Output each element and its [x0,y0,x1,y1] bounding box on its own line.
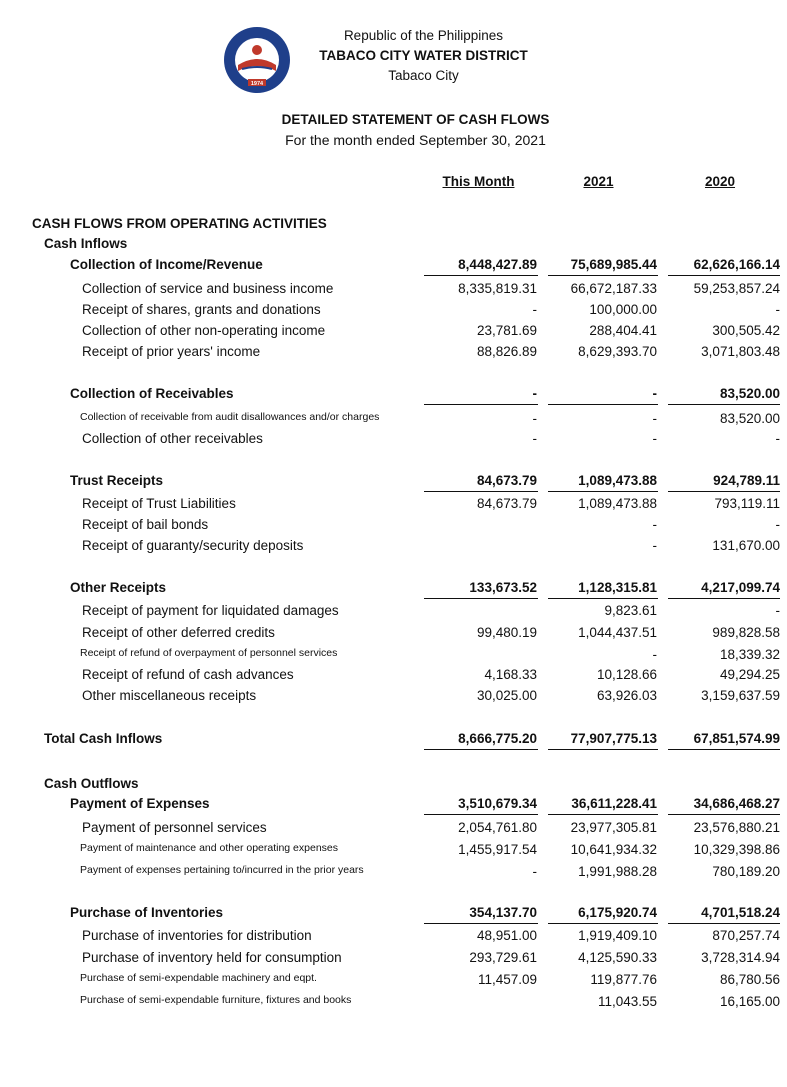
row-value: - [775,302,780,317]
row-value: 88,826.89 [476,344,537,359]
row-label: Receipt of prior years' income [82,344,261,359]
row-label: Receipt of bail bonds [82,517,209,532]
row-label: Payment of Expenses [70,796,210,811]
row-value: - [652,431,657,446]
row-value: 62,626,166.14 [693,257,780,272]
row-label: Receipt of refund of cash advances [82,667,294,682]
subtotal-underline [668,923,780,924]
statement-title: DETAILED STATEMENT OF CASH FLOWS [281,112,550,127]
row-label: Purchase of semi-expendable machinery and eqpt. [80,972,317,984]
row-value: 23,576,880.21 [693,820,780,835]
column-header-this-month: This Month [442,174,515,189]
row-value: 49,294.25 [719,667,780,682]
row-value: 3,728,314.94 [701,950,780,965]
row-label: Payment of maintenance and other operating expenses [80,842,339,854]
row-value: 10,641,934.32 [570,842,657,857]
row-value: 8,335,819.31 [458,281,537,296]
row-value: 1,044,437.51 [578,625,657,640]
row-label: Collection of other receivables [82,431,263,446]
row-value: 11,457.09 [477,972,537,987]
subtotal-underline [424,814,538,815]
subtotal-underline [668,749,780,750]
column-header-2020: 2020 [704,174,736,189]
row-label: Trust Receipts [70,473,164,488]
svg-text:1974: 1974 [250,81,264,87]
row-value: 48,951.00 [476,928,537,943]
subtotal-underline [548,749,658,750]
row-value: 131,670.00 [712,538,780,553]
row-label: Collection of receivable from audit disallowances and/or charges [80,411,380,423]
row-label: Total Cash Inflows [44,731,163,746]
row-label: Receipt of Trust Liabilities [82,496,236,511]
subtotal-underline [424,749,538,750]
row-value: 288,404.41 [589,323,657,338]
row-label: Cash Outflows [44,776,139,791]
republic-line: Republic of the Philippines [343,28,504,43]
row-label: Cash Inflows [44,236,128,251]
row-label: Receipt of other deferred credits [82,625,275,640]
row-value: 66,672,187.33 [570,281,657,296]
row-value: 1,991,988.28 [578,864,657,879]
subtotal-underline [548,491,658,492]
row-value: - [775,431,780,446]
row-value: 30,025.00 [476,688,537,703]
row-label: Receipt of guaranty/security deposits [82,538,304,553]
row-value: 9,823.61 [604,603,657,618]
row-value: 11,043.55 [597,994,657,1009]
row-value: - [652,647,657,662]
row-value: 23,781.69 [476,323,537,338]
subtotal-underline [424,923,538,924]
subtotal-underline [424,491,538,492]
row-label: Purchase of Inventories [70,905,224,920]
row-value: - [775,603,780,618]
subtotal-underline [548,923,658,924]
subtotal-underline [548,598,658,599]
row-label: Purchase of inventories for distribution [82,928,312,943]
row-value: 1,089,473.88 [578,496,657,511]
row-label: Payment of personnel services [82,820,267,835]
row-value: 8,448,427.89 [458,257,537,272]
row-value: 293,729.61 [469,950,537,965]
row-value: 67,851,574.99 [693,731,780,746]
row-value: 780,189.20 [712,864,780,879]
row-value: 8,666,775.20 [458,731,537,746]
row-label: Collection of service and business income [82,281,334,296]
row-value: - [652,386,657,401]
row-value: 100,000.00 [589,302,657,317]
row-value: 59,253,857.24 [693,281,780,296]
row-value: - [532,302,537,317]
row-value: 1,455,917.54 [458,842,537,857]
column-header-2021: 2021 [583,174,614,189]
row-value: 793,119.11 [714,496,780,511]
row-value: 36,611,228.41 [571,796,657,811]
row-value: 77,907,775.13 [570,731,657,746]
row-label: Other Receipts [70,580,167,595]
row-value: 6,175,920.74 [578,905,657,920]
row-value: 4,217,099.74 [701,580,780,595]
row-value: - [532,411,537,426]
subtotal-underline [668,404,780,405]
row-value: 18,339.32 [719,647,780,662]
city-line: Tabaco City [388,68,459,83]
row-value: 83,520.00 [719,386,780,401]
row-value: - [652,411,657,426]
row-value: - [775,517,780,532]
row-label: Receipt of refund of overpayment of personnel services [80,647,338,659]
subtotal-underline [424,275,538,276]
row-value: 23,977,305.81 [570,820,657,835]
statement-period: For the month ended September 30, 2021 [285,132,546,148]
row-value: 63,926.03 [596,688,657,703]
row-value: 34,686,468.27 [693,796,780,811]
row-value: 3,071,803.48 [701,344,780,359]
row-value: 1,919,409.10 [578,928,657,943]
row-value: 84,673.79 [476,496,537,511]
row-label: Receipt of shares, grants and donations [82,302,321,317]
row-value: 3,159,637.59 [701,688,780,703]
row-label: Collection of other non-operating income [82,323,326,338]
row-value: 1,089,473.88 [578,473,657,488]
row-label: Other miscellaneous receipts [82,688,257,703]
row-label: Payment of expenses pertaining to/incurred in the prior years [80,864,364,876]
row-label: Purchase of inventory held for consumption [82,950,342,965]
row-label: Collection of Receivables [70,386,234,401]
row-value: 133,673.52 [469,580,537,595]
subtotal-underline [424,404,538,405]
row-label: Receipt of payment for liquidated damages [82,603,339,618]
row-label: Collection of Income/Revenue [70,257,263,272]
row-value: 16,165.00 [719,994,780,1009]
row-value: 870,257.74 [712,928,780,943]
row-value: 354,137.70 [469,905,537,920]
subtotal-underline [548,814,658,815]
row-value: - [532,386,537,401]
row-value: 84,673.79 [476,473,537,488]
subtotal-underline [548,275,658,276]
row-value: - [652,517,657,532]
row-value: - [532,864,537,879]
subtotal-underline [668,814,780,815]
row-value: 10,128.66 [596,667,657,682]
subtotal-underline [424,598,538,599]
row-value: 4,125,590.33 [578,950,657,965]
subtotal-underline [668,275,780,276]
row-value: 4,701,518.24 [701,905,780,920]
row-value: 300,505.42 [712,323,780,338]
row-value: 86,780.56 [719,972,780,987]
row-label: CASH FLOWS FROM OPERATING ACTIVITIES [32,216,327,231]
row-value: 8,629,393.70 [578,344,657,359]
row-value: - [652,538,657,553]
row-value: 99,480.19 [476,625,537,640]
row-value: 10,329,398.86 [693,842,780,857]
subtotal-underline [548,404,658,405]
row-label: Purchase of semi-expendable furniture, fixtures and books [80,994,352,1006]
row-value: 3,510,679.34 [458,796,537,811]
row-value: 4,168.33 [484,667,537,682]
subtotal-underline [668,598,780,599]
subtotal-underline [668,491,780,492]
row-value: 989,828.58 [712,625,780,640]
row-value: 1,128,315.81 [578,580,657,595]
row-value: 75,689,985.44 [570,257,657,272]
agency-name: TABACO CITY WATER DISTRICT [319,48,528,63]
row-value: - [532,431,537,446]
row-value: 2,054,761.80 [458,820,537,835]
row-value: 924,789.11 [713,473,780,488]
row-value: 83,520.00 [719,411,780,426]
row-value: 119,877.76 [590,972,657,987]
